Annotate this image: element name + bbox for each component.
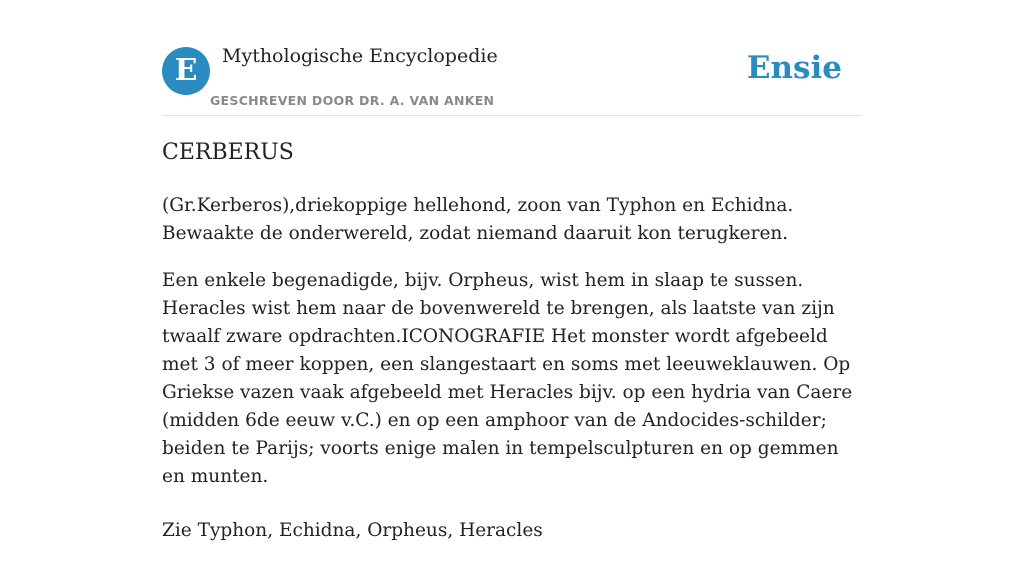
author-byline: GESCHREVEN DOOR DR. A. VAN ANKEN — [210, 93, 495, 108]
encyclopedia-logo-icon[interactable]: E — [162, 47, 210, 95]
see-also-line: Zie Typhon, Echidna, Orpheus, Heracles — [162, 520, 543, 541]
header — [162, 0, 862, 116]
entry-body — [162, 192, 862, 564]
ensie-brand-logo[interactable]: Ensie — [746, 50, 842, 86]
book-title-link[interactable]: Mythologische Encyclopedie — [222, 45, 498, 67]
entry-title: CERBERUS — [162, 140, 294, 165]
entry-paragraph: Een enkele begenadigde, bijv. Orpheus, wist hem in slaap te sussen. Heracles wist hem naar de bovenwereld te brengen, als laatste van zijn twaalf zware opdrachten.ICONOGRAFIE Het monster wordt afgebeeld met 3 of meer koppen, een slangestaart en soms met leeuweklauwen. Op Griekse vazen vaak afgebeeld met Heracles bijv. op een hydria van Caere (midden 6de eeuw v.C.) en op een amphoor van de Andocides-schilder; beiden te Parijs; voorts enige malen in tempelsculpturen en op gemmen en munten. — [162, 270, 853, 487]
entry-paragraph: (Gr.Kerberos),driekoppige hellehond, zoon van Typhon en Echidna. Bewaakte de onderwereld, zodat niemand daaruit kon terugkeren. — [162, 195, 794, 244]
